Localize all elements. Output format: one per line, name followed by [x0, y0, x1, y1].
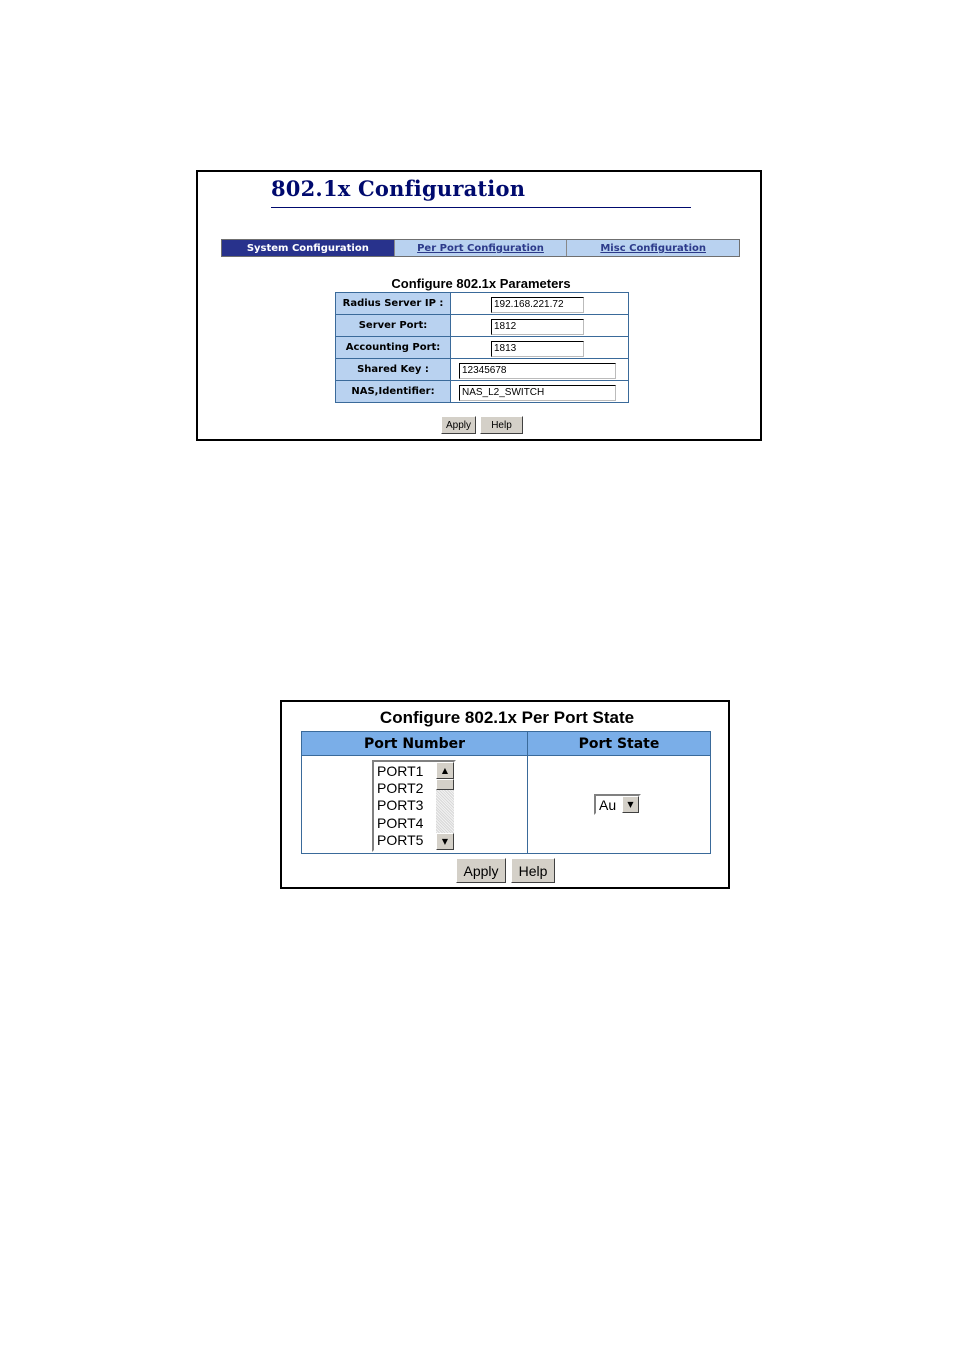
shared-key-input[interactable]: 12345678 — [459, 363, 616, 379]
system-configuration-panel — [196, 170, 762, 441]
port-state-header: Port State — [528, 732, 710, 755]
per-port-table — [301, 731, 711, 854]
page-title: 802.1x Configuration — [271, 176, 526, 201]
port-listbox[interactable] — [372, 760, 456, 852]
scroll-up-icon[interactable]: ▲ — [436, 762, 454, 779]
server-port-label: Server Port: — [336, 315, 451, 337]
accounting-port-label: Accounting Port: — [336, 337, 451, 359]
server-port-input[interactable]: 1812 — [491, 319, 584, 335]
radius-server-ip-input[interactable]: 192.168.221.72 — [491, 297, 584, 313]
per-port-heading: Configure 802.1x Per Port State — [379, 708, 635, 727]
port-state-value: Au — [599, 797, 617, 813]
per-port-help-button[interactable]: Help — [511, 858, 555, 883]
port-state-select[interactable] — [594, 794, 641, 815]
list-item[interactable]: PORT5 — [377, 832, 424, 848]
apply-button[interactable]: Apply — [441, 416, 476, 434]
accounting-port-input[interactable]: 1813 — [491, 341, 584, 357]
scroll-down-icon[interactable]: ▼ — [436, 833, 454, 850]
chevron-down-icon[interactable]: ▼ — [622, 796, 639, 813]
table-row — [336, 381, 629, 403]
scroll-thumb[interactable] — [436, 779, 454, 790]
listbox-scrollbar[interactable] — [436, 762, 454, 850]
list-item[interactable]: PORT3 — [377, 797, 424, 813]
port-number-cell — [302, 755, 527, 853]
table-row — [336, 315, 629, 337]
radius-server-ip-label: Radius Server IP : — [336, 293, 451, 315]
help-button[interactable]: Help — [480, 416, 523, 434]
form-heading: Configure 802.1x Parameters — [391, 276, 571, 291]
title-underline — [271, 207, 691, 208]
port-number-header: Port Number — [302, 732, 527, 755]
nas-identifier-input[interactable]: NAS_L2_SWITCH — [459, 385, 616, 401]
port-state-cell — [528, 755, 710, 853]
tab-bar — [221, 239, 740, 257]
tab-system-configuration[interactable]: System Configuration — [222, 240, 394, 256]
shared-key-label: Shared Key : — [336, 359, 451, 381]
list-item[interactable]: PORT2 — [377, 780, 424, 796]
tab-misc-configuration[interactable]: Misc Configuration — [566, 240, 739, 256]
nas-identifier-label: NAS,Identifier: — [336, 381, 451, 403]
per-port-state-panel — [280, 700, 730, 889]
tab-per-port-configuration[interactable]: Per Port Configuration — [394, 240, 567, 256]
per-port-apply-button[interactable]: Apply — [456, 858, 506, 883]
table-row — [336, 359, 629, 381]
list-item[interactable]: PORT1 — [377, 763, 424, 779]
table-row — [336, 337, 629, 359]
list-item[interactable]: PORT4 — [377, 815, 424, 831]
parameters-table — [335, 292, 629, 403]
table-row — [336, 293, 629, 315]
